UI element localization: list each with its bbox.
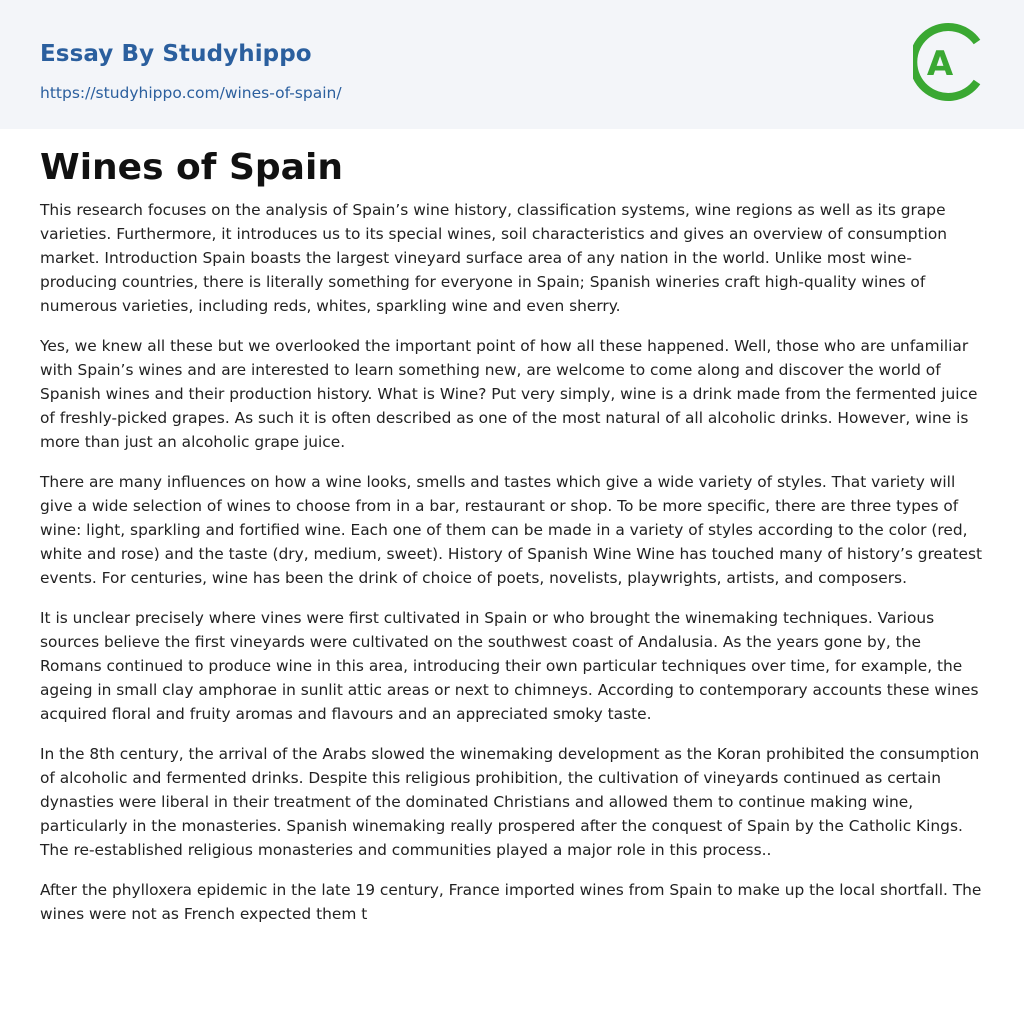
article-paragraph: It is unclear precisely where vines were first cultivated in Spain or who brought the winemaking techniques. Various sources believe the first vineyards were cultivated on the southwest coast of Andalusia. As the years gone by, the Romans continued to produce wine in this area, introducing their own particular techniques over time, for example, the ageing in small clay amphorae in sunlit attic areas or next to chimneys. According to contemporary accounts these wines acquired floral and fruity aromas and flavours and an appreciated smoky taste. <box>40 609 979 723</box>
article-paragraph: After the phylloxera epidemic in the late 19 century, France imported wines from Spain to make up the local shortfall. The wines were not as French expected them t <box>40 881 982 923</box>
article-paragraph: This research focuses on the analysis of Spain’s wine history, classification systems, wine regions as well as its grape varieties. Furthermore, it introduces us to its special wines, soil characteristics and gives an overview of consumption market. Introduction Spain boasts the largest vineyard surface area of any nation in the world. Unlike most wine-producing countries, there is literally something for everyone in Spain; Spanish wineries craft high-quality wines of numerous varieties, including reds, whites, sparkling wine and even sherry. <box>40 201 948 315</box>
article-body <box>40 146 986 942</box>
brand-title[interactable]: Essay By Studyhippo <box>40 41 312 67</box>
logo-letter: A <box>926 44 954 84</box>
studyhippo-logo-icon[interactable] <box>913 20 985 104</box>
site-header <box>0 0 1024 129</box>
article-paragraph: Yes, we knew all these but we overlooked the important point of how all these happened. Well, those who are unfamiliar with Spain’s wines and are interested to learn something new, are welcome to come along and discover the world of Spanish wines and their production history. What is Wine? Put very simply, wine is a drink made from the fermented juice of freshly-picked grapes. As such it is often described as one of the most natural of all alcoholic drinks. However, wine is more than just an alcoholic grape juice. <box>40 337 978 451</box>
article-title: Wines of Spain <box>40 147 343 188</box>
article-paragraph: There are many influences on how a wine looks, smells and tastes which give a wide variety of styles. That variety will give a wide selection of wines to choose from in a bar, restaurant or shop. To be more specific, there are three types of wine: light, sparkling and fortified wine. Each one of them can be made in a variety of styles according to the color (red, white and rose) and the taste (dry, medium, sweet). History of Spanish Wine Wine has touched many of history’s greatest events. For centuries, wine has been the drink of choice of poets, novelists, playwrights, artists, and composers. <box>40 473 983 587</box>
essay-url-link[interactable]: https://studyhippo.com/wines-of-spain/ <box>40 84 342 102</box>
article-paragraph: In the 8th century, the arrival of the Arabs slowed the winemaking development as the Koran prohibited the consumption of alcoholic and fermented drinks. Despite this religious prohibition, the cultivation of vineyards continued as certain dynasties were liberal in their treatment of the dominated Christians and allowed them to continue making wine, particularly in the monasteries. Spanish winemaking really prospered after the conquest of Spain by the Catholic Kings. The re-established religious monasteries and communities played a major role in this process.. <box>40 745 980 859</box>
